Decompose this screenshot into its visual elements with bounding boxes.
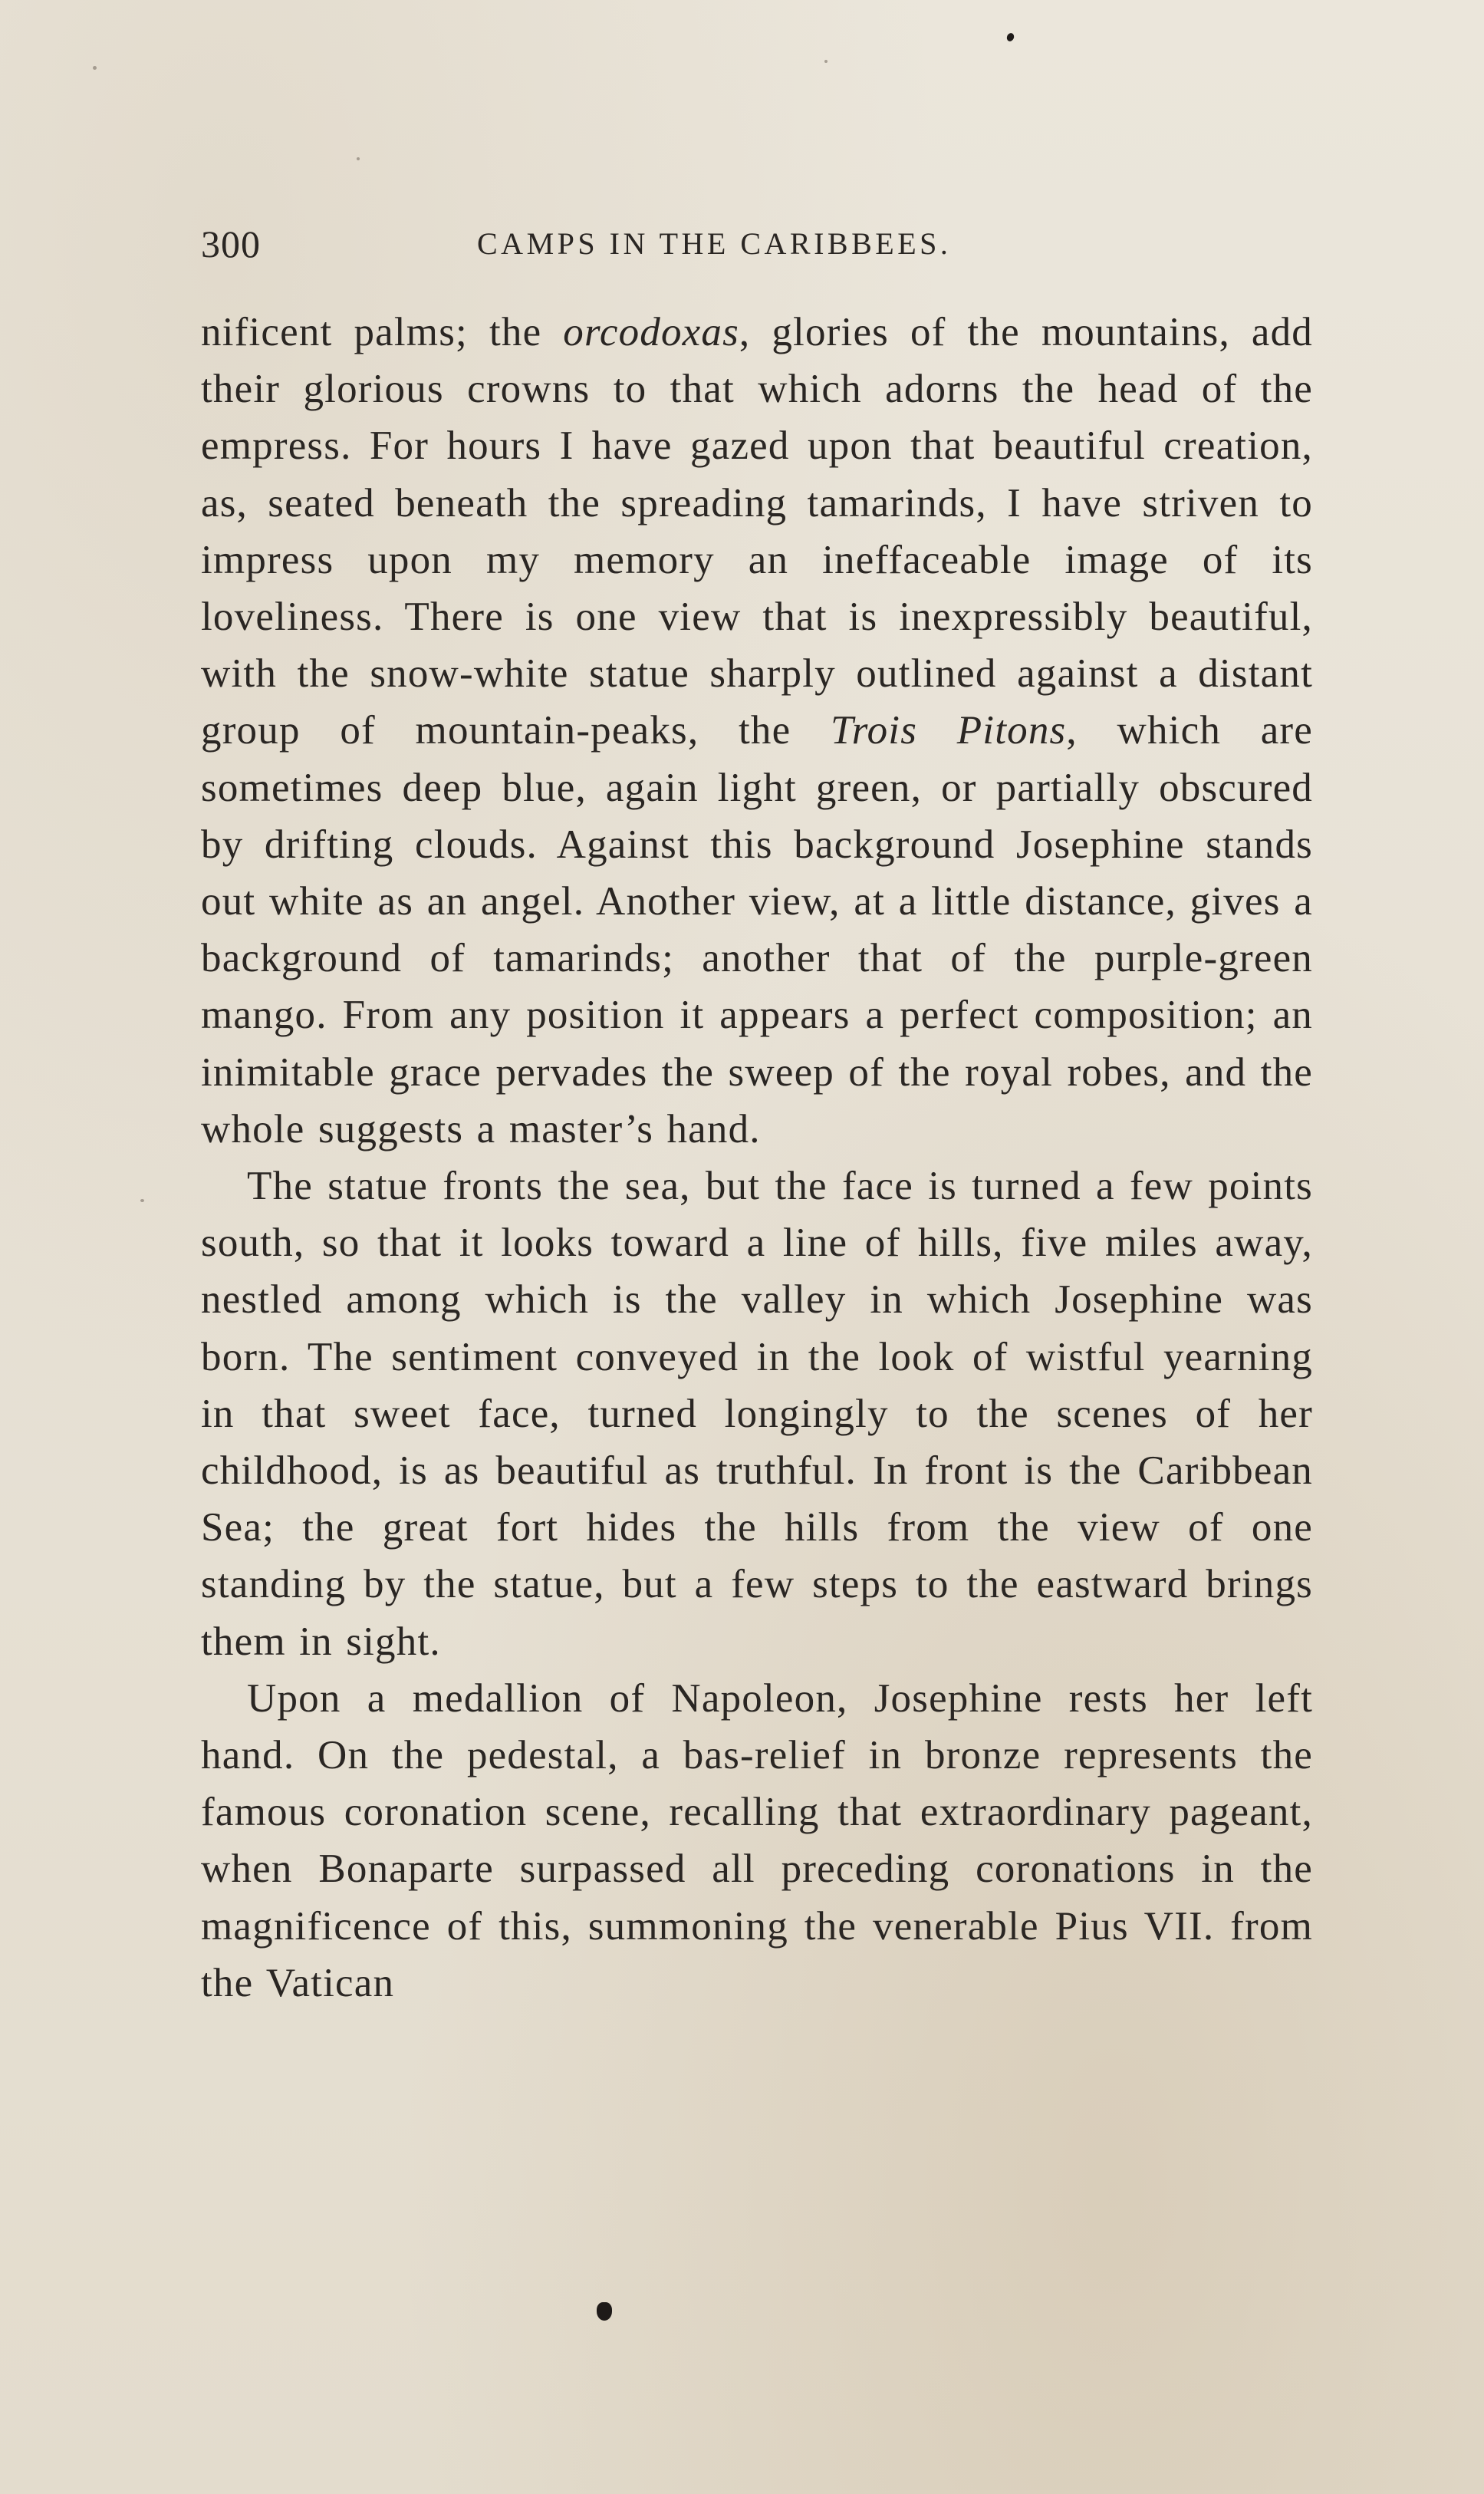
body-text: [201, 304, 1313, 2011]
ink-spot: [1005, 32, 1015, 43]
page-number: 300: [201, 222, 261, 265]
italic-term-orcodoxas: orcodoxas: [563, 310, 739, 354]
running-title: CAMPS IN THE CARIBBEES.: [477, 226, 952, 261]
italic-term-trois-pitons: Trois Pitons: [831, 708, 1067, 753]
paragraph-1-text-e: , which are sometimes deep blue, again light green, or partially obscured by drifting clouds. Against this background Josephine stands out white as an angel. Another view, at a little distance, gives a background of tamarinds; another that of the purple-green mango. From any position it appears a perfect composition; an inimitable grace pervades the sweep of the royal robes, and the whole suggests a master’s hand.: [201, 708, 1313, 1151]
paper-speck: [824, 60, 828, 63]
paper-speck: [140, 1199, 144, 1202]
paragraph-1: [201, 304, 1313, 1158]
paragraph-2: The statue fronts the sea, but the face is turned a few points south, so that it looks toward a line of hills, five miles away, nestled among which is the valley in which Josephine was born. The sentiment conveyed in the look of wistful yearning in that sweet face, turned longingly to the scenes of her childhood, is as beautiful as truthful. In front is the Caribbean Sea; the great fort hides the hills from the view of one standing by the statue, but a few steps to the eastward brings them in sight.: [201, 1164, 1313, 1664]
ink-blot: [597, 2302, 612, 2321]
paper-speck: [93, 66, 97, 70]
paragraph-3: Upon a medallion of Napoleon, Josephine rests her left hand. On the pedestal, a bas-relief in bronze represents the famous coronation scene, recalling that extraordinary pageant, when Bonaparte surpassed all preceding coronations in the magnificence of this, summoning the venerable Pius VII. from the Vatican: [201, 1675, 1313, 2005]
paper-speck: [357, 157, 360, 160]
page-header: [201, 221, 1313, 267]
paragraph-1-text-a: nificent palms; the: [201, 310, 564, 354]
paragraph-1-text-c: , glories of the mountains, add their glorious crowns to that which adorns the head of the empress. For hours I have gazed upon that beautiful creation, as, seated beneath the spreading tamarinds, I have striven to impress upon my memory an ineffaceable image of its loveliness. There is one view that is inexpressibly beautiful, with the snow-white statue sharply outlined against a distant group of mountain-peaks, the: [201, 310, 1313, 753]
